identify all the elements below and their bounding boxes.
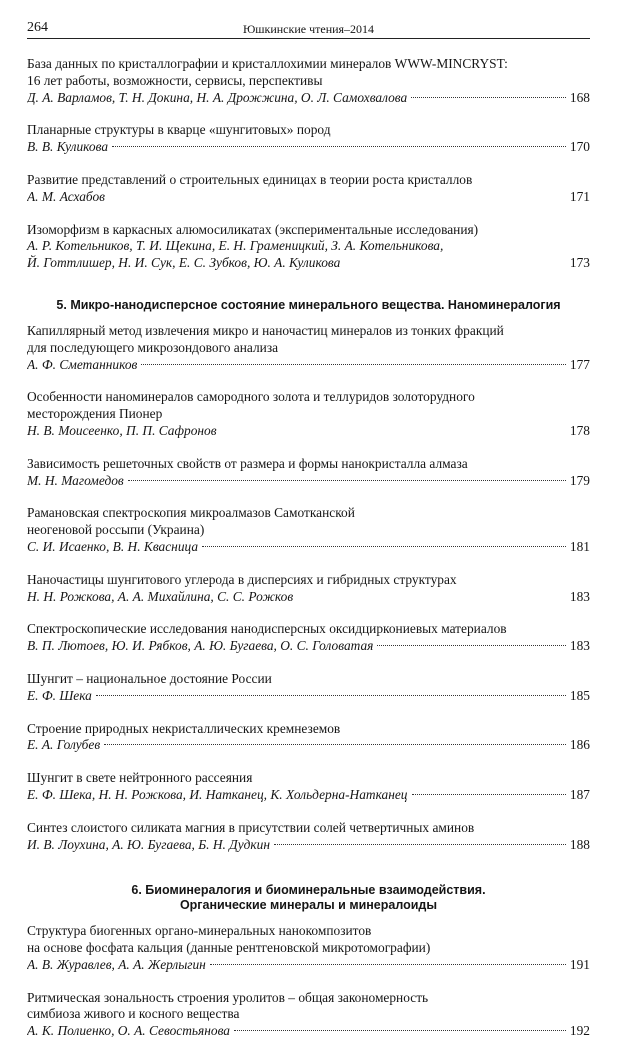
section-title-line: 5. Микро-нанодисперсное состояние минерального вещества. Наноминералогия [56, 297, 561, 312]
dot-leader [128, 480, 566, 481]
entry-title: Особенности наноминералов самородного золота и теллуридов золоторудного [27, 389, 475, 405]
entry-author-line [27, 737, 590, 754]
entry-authors: Н. В. Моисеенко, П. П. Сафронов [27, 422, 217, 438]
entry-author-line [27, 787, 590, 804]
entry-title: Наночастицы шунгитового углерода в дисперсиях и гибридных структурах [27, 571, 457, 587]
entry-title: База данных по кристаллографии и кристаллохимии минералов WWW-MINCRYST: [27, 56, 508, 71]
entry-author-line [27, 957, 590, 974]
entry-title: Развитие представлений о строительных единицах в теории роста кристаллов [27, 171, 473, 187]
entry-title: месторождения Пионер [27, 406, 163, 422]
entry-author-line [27, 837, 590, 854]
section-heading-6 [27, 883, 590, 913]
entry-authors: Д. А. Варламов, Т. Н. Докина, Н. А. Дрожжина, О. Л. Самохвалова [27, 89, 408, 105]
dot-leader [412, 794, 566, 795]
entry-title: Зависимость решеточных свойств от размера и формы нанокристалла алмаза [27, 455, 468, 471]
toc-entry [27, 323, 590, 373]
entry-author-line [27, 357, 590, 374]
dot-leader [234, 1030, 566, 1031]
toc-entry [27, 671, 590, 705]
entry-title: Шунгит – национальное достояние России [27, 670, 272, 686]
entry-page: 188 [569, 836, 590, 852]
dot-leader [104, 744, 566, 745]
entry-author-line [27, 423, 590, 440]
toc-entry [27, 172, 590, 206]
toc-entry [27, 56, 590, 106]
toc-group-b [27, 323, 590, 853]
toc-entry [27, 621, 590, 655]
entry-page: 171 [569, 188, 590, 204]
dot-leader [377, 645, 566, 646]
dot-leader [210, 964, 566, 965]
toc-entry [27, 923, 590, 973]
entry-title: Шунгит в свете нейтронного рассеяния [27, 770, 253, 786]
entry-author-line [27, 255, 590, 272]
toc-entry [27, 456, 590, 490]
entry-page: 181 [569, 538, 590, 554]
entry-page: 177 [569, 356, 590, 372]
entry-page: 168 [569, 89, 590, 105]
entry-authors: В. В. Куликова [27, 139, 109, 155]
dot-leader [96, 695, 566, 696]
entry-authors: Е. А. Голубев [27, 737, 101, 753]
entry-page: 183 [569, 638, 590, 654]
entry-authors: Н. Н. Рожкова, А. А. Михайлина, С. С. Рожков [27, 588, 294, 604]
entry-title: Ритмическая зональность строения уролитов – общая закономерность [27, 989, 429, 1005]
entry-title: для последующего микрозондового анализа [27, 339, 279, 355]
entry-page: 173 [569, 255, 590, 271]
dot-leader [141, 364, 566, 365]
toc-group-c [27, 923, 590, 1040]
page-header [27, 20, 590, 39]
toc-entry [27, 572, 590, 606]
entry-authors: Е. Ф. Шека, Н. Н. Рожкова, И. Натканец, К. Хольдерна-Натканец [27, 786, 408, 802]
toc-entry [27, 770, 590, 804]
entry-author-line [27, 473, 590, 490]
entry-title: Рамановская спектроскопия микроалмазов Самотканской [27, 505, 355, 521]
dot-leader [411, 97, 566, 98]
entry-title: Строение природных некристаллических кремнеземов [27, 720, 341, 736]
entry-authors: И. В. Лоухина, А. Ю. Бугаева, Б. Н. Дудкин [27, 836, 270, 852]
entry-page: 187 [569, 786, 590, 802]
entry-authors: А. В. Журавлев, А. А. Жерлыгин [27, 956, 206, 972]
entry-author-line [27, 189, 590, 206]
entry-title: Капиллярный метод извлечения микро и наночастиц минералов из тонких фракций [27, 322, 504, 338]
entry-authors: А. М. Асхабов [27, 188, 105, 204]
running-title: Юшкинские чтения–2014 [242, 22, 375, 36]
entry-author-line [27, 638, 590, 655]
toc-entry [27, 505, 590, 555]
entry-page: 191 [569, 956, 590, 972]
entry-title: симбиоза живого и косного вещества [27, 1006, 240, 1022]
entry-authors: Е. Ф. Шека [27, 687, 92, 703]
entry-title: 16 лет работы, возможности, сервисы, перспективы [27, 72, 323, 88]
entry-authors: С. И. Исаенко, В. Н. Квасница [27, 538, 199, 554]
section-title-line: Органические минералы и минералоиды [179, 898, 438, 913]
entry-author-line [27, 90, 590, 107]
toc-entry [27, 820, 590, 854]
toc-entry [27, 389, 590, 439]
entry-authors: Й. Готтлишер, Н. И. Сук, Е. С. Зубков, Ю. А. Куликова [27, 255, 341, 271]
entry-title: на основе фосфата кальция (данные рентгеновской микротомографии) [27, 940, 431, 956]
entry-title: Изоморфизм в каркасных алюмосиликатах (экспериментальные исследования) [27, 221, 479, 237]
entry-title: Синтез слоистого силиката магния в присутствии солей четвертичных аминов [27, 819, 475, 835]
toc-entry [27, 122, 590, 156]
section-heading-5 [27, 298, 590, 313]
entry-author-line [27, 688, 590, 705]
toc-entry [27, 721, 590, 755]
dot-leader [202, 546, 566, 547]
entry-page: 178 [569, 422, 590, 438]
dot-leader [274, 844, 566, 845]
entry-page: 192 [569, 1023, 590, 1039]
entry-authors: А. Ф. Сметанников [27, 356, 138, 372]
entry-title: Планарные структуры в кварце «шунгитовых» пород [27, 122, 331, 138]
entry-page: 186 [569, 737, 590, 753]
dot-leader [112, 146, 566, 147]
entry-page: 179 [569, 472, 590, 488]
toc-group-a [27, 56, 590, 206]
entry-title: неогеновой россыпи (Украина) [27, 522, 205, 538]
page-number: 264 [27, 20, 48, 35]
entry-authors: В. П. Лютоев, Ю. И. Рябков, А. Ю. Бугаева, О. С. Головатая [27, 638, 374, 654]
entry-author-line [27, 539, 590, 556]
entry-title: Структура биогенных органо-минеральных нанокомпозитов [27, 923, 372, 939]
entry-author-line [27, 1023, 590, 1040]
entry-author-line [27, 589, 590, 606]
entry-author-line [27, 139, 590, 156]
entry-authors: А. Р. Котельников, Т. И. Щекина, Е. Н. Граменицкий, З. А. Котельникова, [27, 238, 444, 254]
toc-entry [27, 990, 590, 1040]
entry-authors: А. К. Полиенко, О. А. Севостьянова [27, 1023, 230, 1039]
entry-page: 170 [569, 139, 590, 155]
table-of-contents [27, 56, 590, 1056]
entry-page: 183 [569, 588, 590, 604]
entry-title: Спектроскопические исследования нанодисперсных оксидциркониевых материалов [27, 621, 507, 637]
entry-page: 185 [569, 687, 590, 703]
toc-entry [27, 222, 590, 272]
entry-authors: М. Н. Магомедов [27, 472, 124, 488]
section-title-line: 6. Биоминералогия и биоминеральные взаимодействия. [131, 883, 486, 898]
